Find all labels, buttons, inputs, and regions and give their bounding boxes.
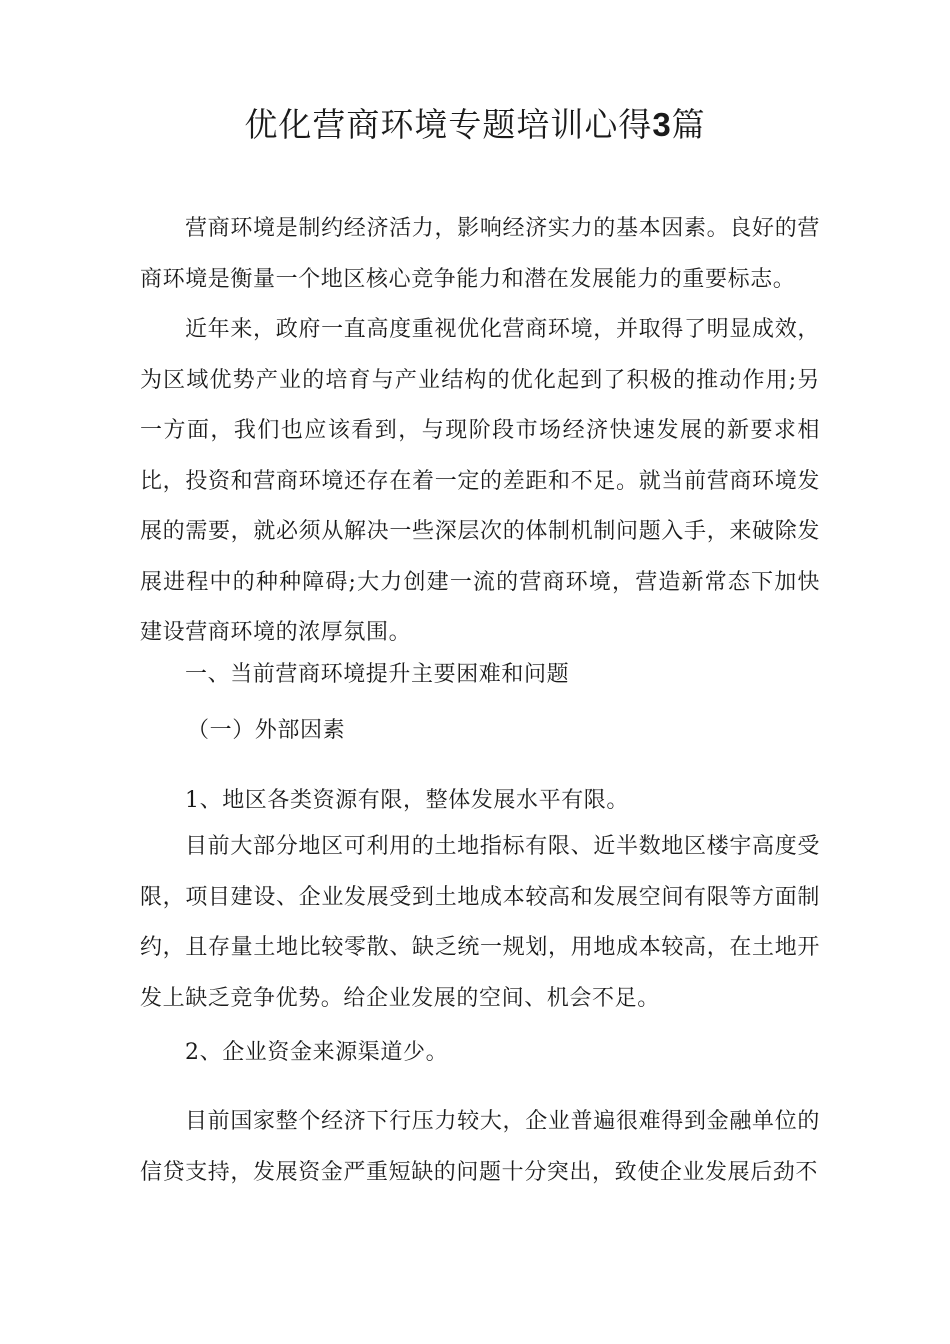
intro-paragraph-2: 近年来，政府一直高度重视优化营商环境，并取得了明显成效，为区域优势产业的培育与产业结构的优化起到了积极的推动作用;另一方面，我们也应该看到，与现阶段市场经济快速发展的新要求相比，投资和营商环境还存在着一定的差距和不足。就当前营商环境发展的需要，就必须从解决一些深层次的体制机制问题入手，来破除发展进程中的种种障碍;大力创建一流的营商环境，营造新常态下加快建设营商环境的浓厚氛围。 (140, 317, 820, 645)
item-2-paragraph: 目前国家整个经济下行压力较大，企业普遍很难得到金融单位的信贷支持，发展资金严重短缺的问题十分突出，致使企业发展后劲不 (140, 1109, 820, 1185)
item-1-paragraph: 目前大部分地区可利用的土地指标有限、近半数地区楼宇高度受限，项目建设、企业发展受到土地成本较高和发展空间有限等方面制约，且存量土地比较零散、缺乏统一规划，用地成本较高，在土地开发上缺乏竞争优势。给企业发展的空间、机会不足。 (140, 834, 820, 1011)
item-1-block (140, 822, 820, 1024)
title-main: 优化营商环境专题培训心得 (244, 105, 653, 144)
subsection-heading: （一）外部因素 (187, 718, 346, 743)
title-tail: 篇 (671, 105, 706, 144)
item-2-heading: 2、企业资金来源渠道少。 (185, 1040, 449, 1065)
section-heading: 一、当前营商环境提升主要困难和问题 (185, 662, 570, 687)
title-number: 3 (652, 106, 672, 143)
item-2-block (140, 1097, 820, 1198)
intro-block (140, 204, 820, 659)
intro-paragraph-1: 营商环境是制约经济活力，影响经济实力的基本因素。良好的营商环境是衡量一个地区核心竞争能力和潜在发展能力的重要标志。 (140, 216, 820, 292)
item-1-heading: 1、地区各类资源有限，整体发展水平有限。 (185, 788, 629, 813)
document-title (0, 103, 950, 147)
